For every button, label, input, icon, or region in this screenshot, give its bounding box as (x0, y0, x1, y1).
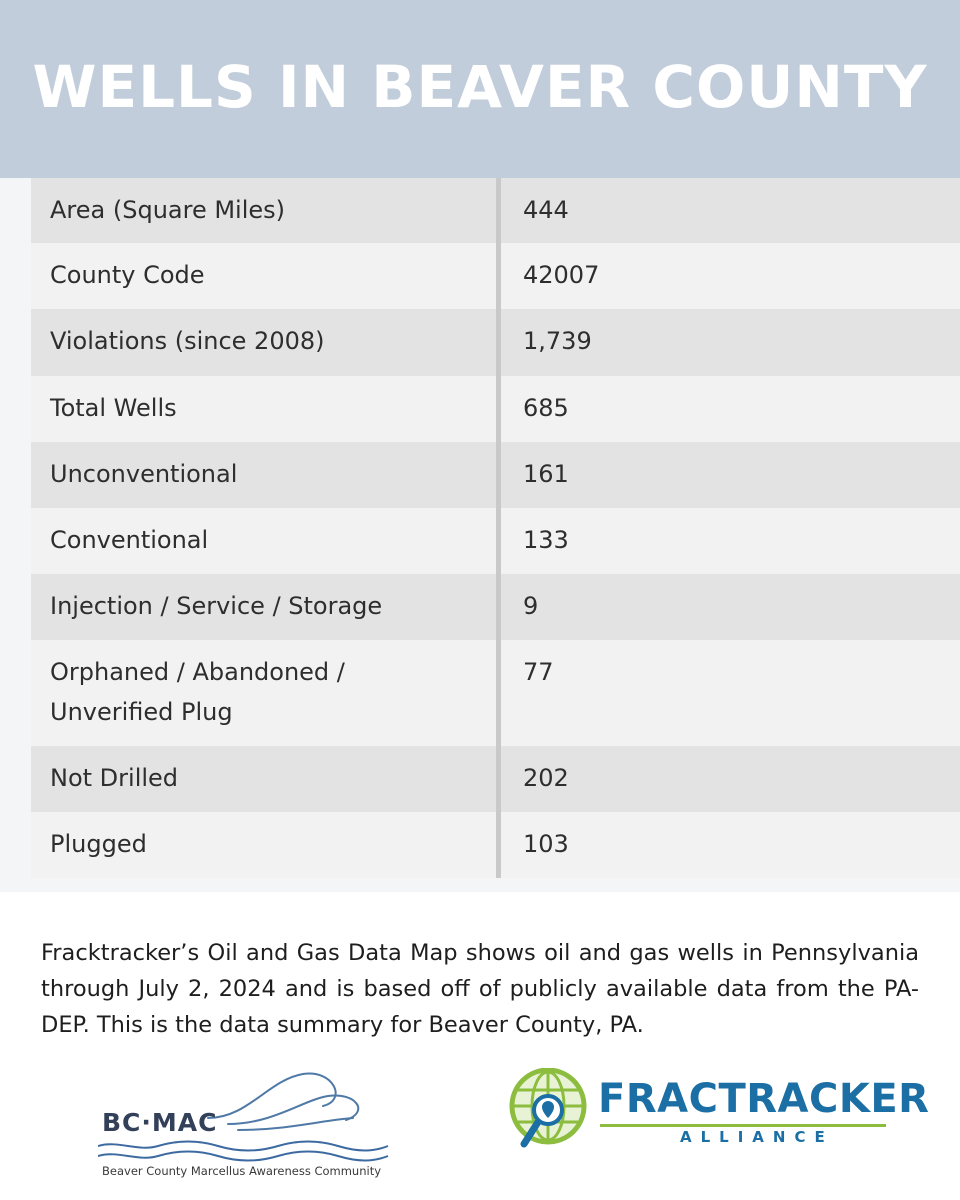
row-label: Not Drilled (50, 764, 179, 792)
table-row (31, 812, 960, 878)
table-row (31, 376, 960, 442)
fractracker-name: FRACTRACKER (598, 1076, 930, 1122)
row-value: 685 (496, 376, 960, 442)
data-table-container (0, 178, 960, 892)
row-label: Violations (since 2008) (50, 327, 325, 355)
bcmac-tagline: Beaver County Marcellus Awareness Community (102, 1164, 382, 1178)
globe-magnifier-icon (508, 1068, 592, 1158)
row-value: 202 (496, 746, 960, 812)
table-row (31, 640, 960, 746)
logo-footer (0, 1050, 960, 1200)
row-value: 77 (496, 640, 960, 746)
row-label: Unconventional (50, 460, 238, 488)
data-table (31, 178, 960, 878)
table-row (31, 442, 960, 508)
bcmac-logo (98, 1060, 398, 1185)
table-row (31, 309, 960, 376)
row-label: Orphaned / Abandoned / Unverified Plug (50, 658, 345, 726)
row-label: Plugged (50, 830, 147, 858)
row-label: County Code (50, 261, 205, 289)
row-value: 42007 (496, 243, 960, 309)
table-row (31, 508, 960, 574)
row-label: Area (Square Miles) (50, 196, 286, 224)
description-text: Fracktracker’s Oil and Gas Data Map shows oil and gas wells in Pennsylvania through July 2, 2024 and is based off of publicly available data from the PA-DEP. This is the data summary for Beaver County, PA. (41, 939, 919, 1038)
row-label: Injection / Service / Storage (50, 592, 383, 620)
row-value: 9 (496, 574, 960, 640)
page-title: WELLS IN BEAVER COUNTY (32, 53, 928, 121)
table-row (31, 574, 960, 640)
header-banner (0, 0, 960, 178)
row-label: Conventional (50, 526, 209, 554)
table-row (31, 178, 960, 243)
fractracker-logo (508, 1068, 930, 1178)
row-value: 161 (496, 442, 960, 508)
fractracker-sub: ALLIANCE (680, 1128, 834, 1146)
row-label: Total Wells (50, 394, 177, 422)
row-value: 444 (496, 178, 960, 243)
row-value: 1,739 (496, 309, 960, 376)
table-row (31, 243, 960, 309)
fractracker-underline (600, 1124, 886, 1127)
row-value: 133 (496, 508, 960, 574)
bcmac-name: BC·MAC (102, 1108, 218, 1137)
row-value: 103 (496, 812, 960, 878)
table-row (31, 746, 960, 812)
